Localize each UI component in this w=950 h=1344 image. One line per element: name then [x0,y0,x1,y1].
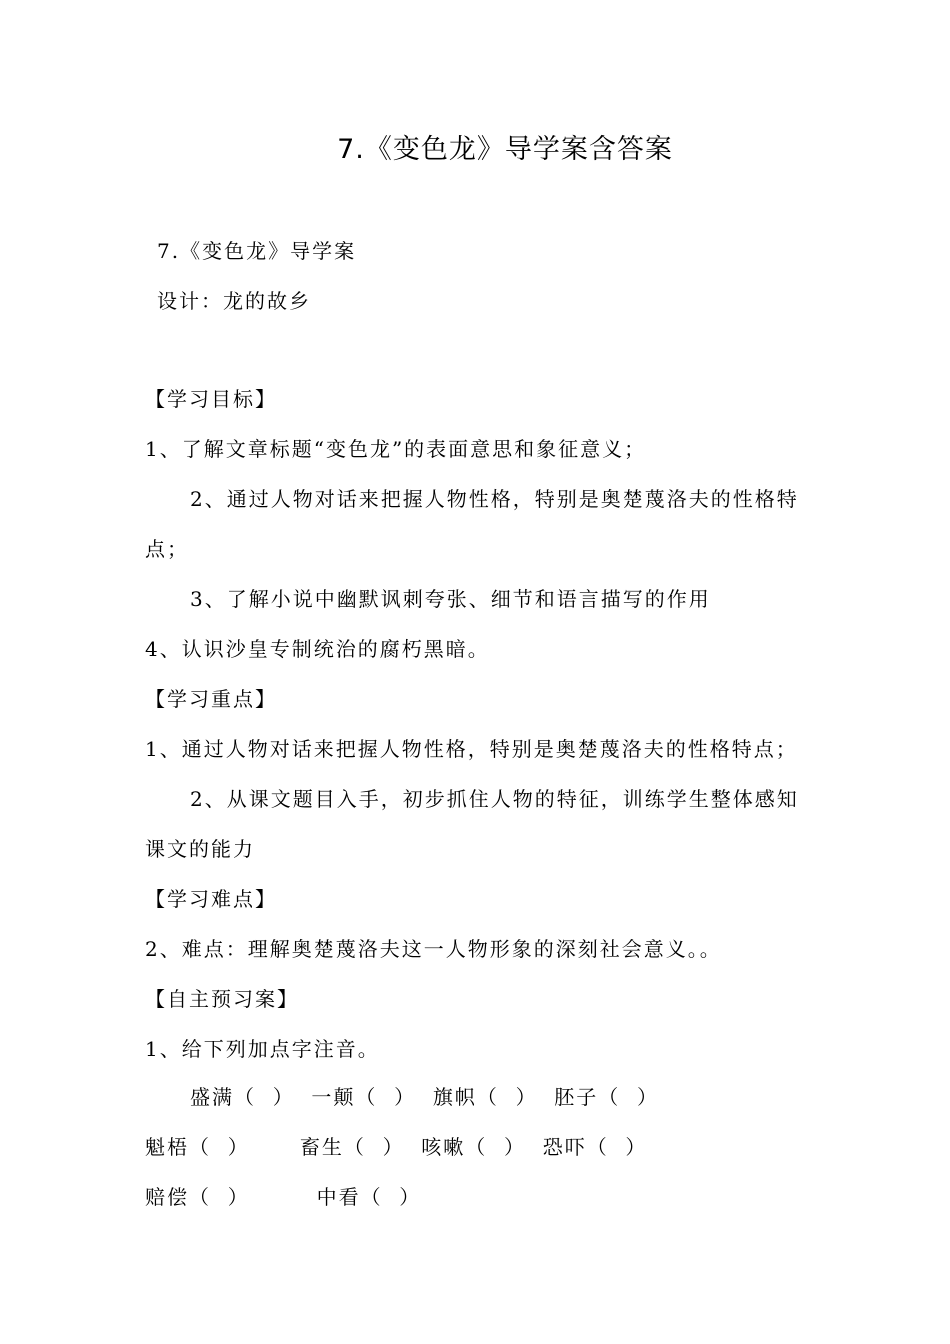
section-heading-objectives: 【学习目标】 [145,387,277,411]
section-heading-key-points: 【学习重点】 [145,687,277,711]
objective-item-2: 2、通过人物对话来把握人物性格，特别是奥楚蔑洛夫的性格特 [190,487,799,511]
key-point-item-2-continued: 课文的能力 [145,837,255,861]
difficulty-item-1: 2、难点：理解奥楚蔑洛夫这一人物形象的深刻社会意义。。 [145,937,722,961]
preview-question: 1、给下列加点字注音。 [145,1037,380,1061]
document-title: 7.《变色龙》导学案含答案 [337,134,673,165]
objective-item-2-continued: 点； [145,537,189,561]
section-heading-difficulties: 【学习难点】 [145,887,277,911]
objective-item-3: 3、了解小说中幽默讽刺夸张、细节和语言描写的作用 [190,587,711,611]
document-subtitle: 7.《变色龙》导学案 [157,239,357,263]
pinyin-row-3: 赔偿（ ） 中看（ ） [145,1185,422,1209]
key-point-item-2: 2、从课文题目入手，初步抓住人物的特征，训练学生整体感知 [190,787,799,811]
section-heading-preview: 【自主预习案】 [145,987,299,1011]
pinyin-row-1: 盛满（ ） 一颠（ ） 旗帜（ ） 胚子（ ） [190,1085,660,1109]
objective-item-4: 4、认识沙皇专制统治的腐朽黑暗。 [145,637,490,661]
objective-item-1: 1、了解文章标题“变色龙”的表面意思和象征意义； [145,437,647,461]
author-line: 设计：龙的故乡 [157,289,311,313]
pinyin-row-2: 魁梧（ ） 畜生（ ） 咳嗽（ ） 恐吓（ ） [145,1135,648,1159]
key-point-item-1: 1、通过人物对话来把握人物性格，特别是奥楚蔑洛夫的性格特点； [145,737,798,761]
